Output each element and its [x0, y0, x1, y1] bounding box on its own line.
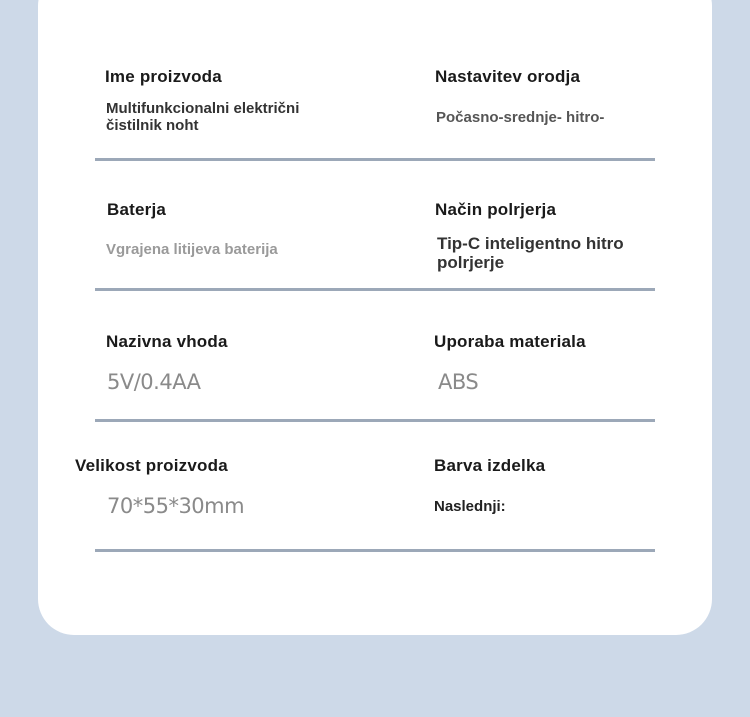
row-divider — [95, 288, 655, 291]
rated-input-label: Nazivna vhoda — [106, 332, 228, 351]
tool-setting-value: Počasno-srednje- hitro- — [436, 109, 605, 126]
charging-method-value-line2: polrjerje — [437, 253, 505, 272]
row-divider — [95, 158, 655, 161]
material-label: Uporaba materiala — [434, 332, 586, 351]
charging-method-value-line1: Tip-C inteligentno hitro — [437, 234, 624, 253]
tool-setting-label: Nastavitev orodja — [435, 67, 581, 86]
spec-card — [38, 0, 712, 635]
row-divider — [95, 549, 655, 552]
battery-value: Vgrajena litijeva baterija — [106, 241, 278, 258]
product-color-label: Barva izdelka — [434, 456, 546, 475]
product-size-label: Velikost proizvoda — [75, 456, 228, 475]
battery-label: Baterja — [107, 200, 167, 219]
material-value: ABS — [438, 370, 479, 394]
product-name-value-line2: čistilnik noht — [106, 117, 199, 134]
product-color-value: Naslednji: — [434, 498, 506, 515]
row-divider — [95, 419, 655, 422]
rated-input-value: 5V/0.4AA — [107, 370, 201, 394]
product-name-label: Ime proizvoda — [105, 67, 222, 86]
charging-method-label: Način polrjerja — [435, 200, 557, 219]
product-name-value-line1: Multifunkcionalni električni — [106, 100, 300, 117]
product-size-value: 70*55*30mm — [107, 494, 245, 518]
